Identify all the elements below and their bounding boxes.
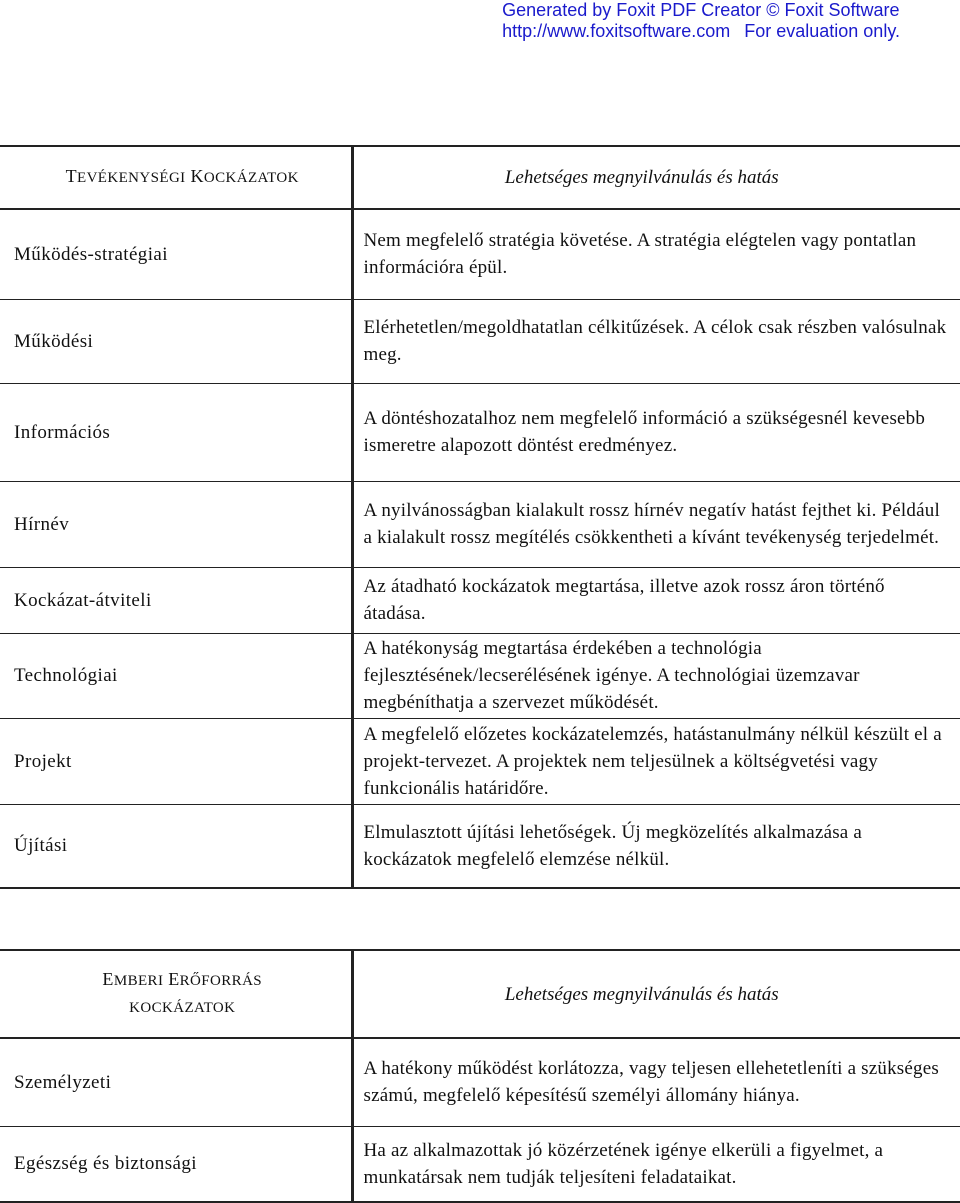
table-row	[0, 633, 960, 718]
risk-category: Kockázat-átviteli	[0, 567, 352, 633]
table-row	[0, 1038, 960, 1126]
risk-description: Ha az alkalmazottak jó közérzetének igénye elkerüli a figyelmet, a munkatársak nem tudják teljesíteni feladataikat.	[363, 1139, 884, 1188]
risk-description: A hatékonyság megtartása érdekében a technológia fejlesztésének/lecserélésének igénye. A technológiai üzemzavar megbéníthatja a szervezet működését.	[363, 638, 860, 713]
table-header-row	[0, 146, 960, 209]
category-header-label: EMBERI ERŐFORRÁS	[102, 969, 263, 989]
activity-risks-table	[0, 145, 960, 889]
risk-description: Az átadható kockázatok megtartása, illetve azok rossz áron történő átadása.	[363, 576, 885, 624]
watermark-url[interactable]: http://www.foxitsoftware.com	[502, 21, 731, 41]
risk-category: Újítási	[0, 804, 352, 888]
risk-category: Működési	[0, 299, 352, 383]
table-row	[0, 567, 960, 633]
table-header-row	[0, 950, 960, 1038]
risk-description: A döntéshozatalhoz nem megfelelő információ a szükségesnél kevesebb ismeretre alapozott döntést eredményez.	[363, 408, 926, 456]
risk-category: Technológiai	[0, 633, 352, 718]
risk-category: Egészség és biztonsági	[0, 1126, 352, 1202]
risk-description: Elmulasztott újítási lehetőségek. Új megközelítés alkalmazása a kockázatok megfelelő elemzése nélkül.	[363, 821, 863, 870]
manifestation-column-header: Lehetséges megnyilvánulás és hatás	[504, 167, 779, 188]
table-row	[0, 383, 960, 481]
table-row	[0, 718, 960, 804]
watermark-note: For evaluation only.	[744, 21, 900, 41]
category-header-label: TEVÉKENYSÉGI KOCKÁZATOK	[65, 166, 299, 186]
category-header-label: KOCKÁZATOK	[129, 1000, 236, 1016]
table-row	[0, 209, 960, 299]
risk-category: Projekt	[0, 718, 352, 804]
risk-description: A hatékony működést korlátozza, vagy teljesen ellehetetleníti a szükséges számú, megfelelő képesítésű személyi állomány hiánya.	[363, 1058, 939, 1107]
watermark	[502, 0, 900, 42]
risk-category: Információs	[0, 383, 352, 481]
table-row	[0, 1126, 960, 1202]
risk-description: A nyilvánosságban kialakult rossz hírnév negatív hatást fejthet ki. Például a kialakult rossz megítélés csökkentheti a kívánt tevékenység terjedelmét.	[363, 500, 940, 548]
risk-category: Hírnév	[0, 481, 352, 567]
manifestation-column-header: Lehetséges megnyilvánulás és hatás	[504, 983, 779, 1005]
category-column-header	[0, 950, 352, 1038]
human-resource-risks-table	[0, 949, 960, 1203]
risk-category: Személyzeti	[0, 1038, 352, 1126]
watermark-line1: Generated by Foxit PDF Creator © Foxit Software	[502, 0, 900, 20]
table-row	[0, 804, 960, 888]
category-column-header	[0, 146, 352, 209]
risk-description: Elérhetetlen/megoldhatatlan célkitűzések. A célok csak részben valósulnak meg.	[363, 317, 947, 365]
risk-category: Működés-stratégiai	[0, 209, 352, 299]
watermark-line2	[502, 21, 900, 42]
table-row	[0, 481, 960, 567]
table-row	[0, 299, 960, 383]
risk-description: Nem megfelelő stratégia követése. A stratégia elégtelen vagy pontatlan információra épül.	[363, 230, 917, 279]
risk-description: A megfelelő előzetes kockázatelemzés, hatástanulmány nélkül készült el a projekt-tervezet. A projektek nem teljesülnek a költségvetési vagy funkcionális határidőre.	[363, 723, 942, 799]
